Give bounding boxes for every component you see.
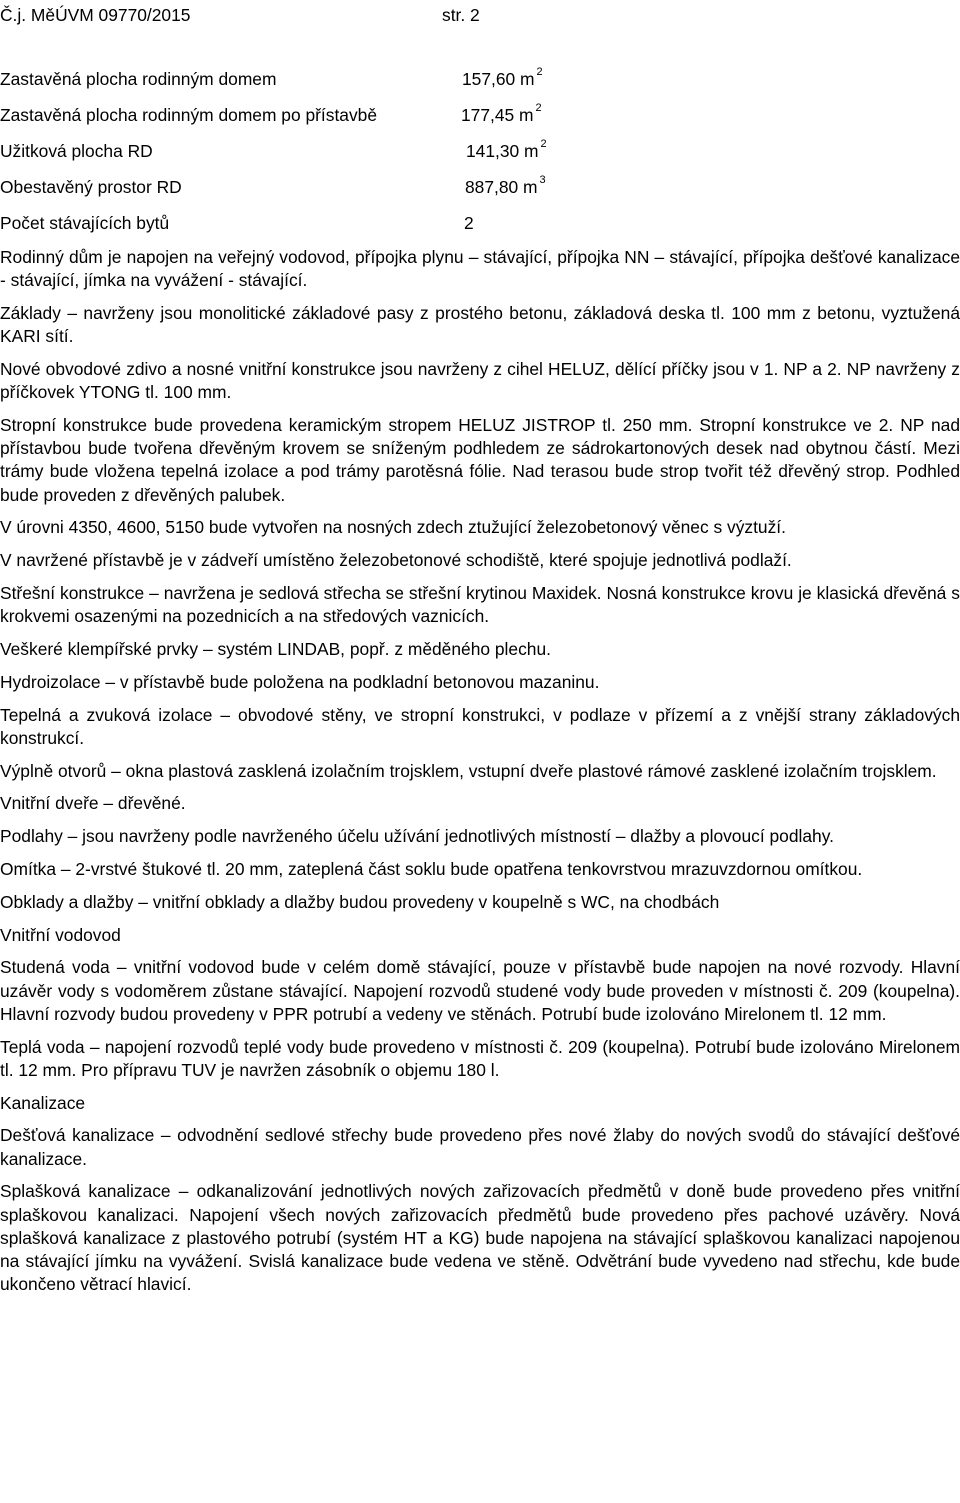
paragraph-ring-beam: V úrovni 4350, 4600, 5150 bude vytvořen na nosných zdech ztužující železobetonový věnec s výztuží.: [0, 517, 786, 538]
paragraph-storm-sewer: Dešťová kanalizace – odvodnění sedlové střechy bude provedeno přes nové žlaby do nových svodů do stávající dešťové kanalizace.: [0, 1125, 960, 1169]
page-number: str. 2: [442, 5, 480, 25]
stat-row: [0, 66, 620, 102]
stat-value: 887,80 m $^3$: [465, 174, 546, 197]
paragraph-utilities: Rodinný dům je napojen na veřejný vodovod, přípojka plynu – stávající, přípojka NN – stávající, přípojka dešťové kanalizace - stávající, jímka na vyvážení - stávající.: [0, 247, 960, 291]
paragraph-ceiling: Stropní konstrukce bude provedena keramickým stropem HELUZ JISTROP tl. 250 mm. Stropní konstrukce ve 2. NP nad přístavbou bude tvořena dřevěným krovem se sníženým podhledem ze sádrokartonových desek nad obytnou částí. Mezi trámy bude vložena tepelná izolace a pod trámy parotěsná fólie. Nad terasou bude strop tvořit též dřevěný strop. Podhled bude proveden z dřevěných palubek.: [0, 415, 960, 505]
paragraph-foundations: Základy – navrženy jsou monolitické základové pasy z prostého betonu, základová deska tl. 100 mm z betonu, vyztužená KARI sítí.: [0, 303, 960, 347]
paragraph-tiling: Obklady a dlažby – vnitřní obklady a dlažby budou provedeny v koupelně s WC, na chodbách: [0, 891, 720, 912]
paragraph-waterproofing: Hydroizolace – v přístavbě bude položena na podkladní betonovou mazaninu.: [0, 671, 600, 692]
document-body: [0, 246, 960, 1306]
page-header: [0, 2, 960, 28]
stat-value: 157,60 m $^2$: [462, 66, 543, 89]
stat-value: 141,30 m $^2$: [466, 138, 547, 161]
stat-value: 2: [464, 213, 474, 233]
stat-label: Zastavěná plocha rodinným domem: [0, 69, 277, 89]
paragraph-hot-water: Teplá voda – napojení rozvodů teplé vody bude provedeno v místnosti č. 209 (koupelna). Potrubí bude izolováno Mirelonem tl. 12 mm. Pro přípravu TUV je navržen zásobník o objemu 180 l.: [0, 1036, 960, 1080]
reference-number: Č.j. MěÚVM 09770/2015: [0, 5, 191, 25]
paragraph-walls: Nové obvodové zdivo a nosné vnitřní konstrukce jsou navrženy z cihel HELUZ, dělící příčky jsou v 1. NP a 2. NP navrženy z příčkovek YTONG tl. 100 mm.: [0, 359, 960, 403]
paragraph-waste-sewer: Splašková kanalizace – odkanalizování jednotlivých nových zařizovacích předmětů v doně bude provedeno přes vnitřní splaškovou kanalizaci. Napojení všech nových zařizovacích předmětů bude provedeno přes pachové uzávěry. Nová splašková kanalizace z plastového potrubí (systém HT a KG) bude napojena na stávající splaškovou kanalizaci napojenou na stávající jímku na vyvážení. Svislá kanalizace bude vedena ve stěně. Odvětrání bude vyvedeno nad střechu, kde bude ukončeno větrací hlavicí.: [0, 1181, 960, 1295]
stat-value: 177,45 m $^2$: [461, 102, 542, 125]
stat-row: [0, 102, 620, 138]
paragraph-floors: Podlahy – jsou navrženy podle navrženého účelu užívání jednotlivých místností – dlažby a plovoucí podlahy.: [0, 826, 834, 847]
paragraph-inner-doors: Vnitřní dveře – dřevěné.: [0, 793, 186, 814]
stat-row: [0, 210, 620, 246]
heading-water-supply: Vnitřní vodovod: [0, 924, 121, 945]
stat-label: Počet stávajících bytů: [0, 213, 170, 233]
heading-sewerage: Kanalizace: [0, 1092, 86, 1113]
paragraph-staircase: V navržené přístavbě je v zádveří umístěno železobetonové schodiště, které spojuje jednotlivá podlaží.: [0, 550, 792, 571]
area-summary: [0, 66, 620, 246]
stat-label: Zastavěná plocha rodinným domem po přístavbě: [0, 105, 377, 125]
stat-row: [0, 138, 620, 174]
stat-label: Užitková plocha RD: [0, 141, 153, 161]
paragraph-roof: Střešní konstrukce – navržena je sedlová střecha se střešní krytinou Maxidek. Nosná konstrukce krovu je klasická dřevěná s krokvemi osazenými na pozednicích a na středových vaznicích.: [0, 583, 960, 627]
paragraph-plaster: Omítka – 2-vrstvé štukové tl. 20 mm, zateplená část soklu bude opatřena tenkovrstvou mrazuvzdornou omítkou.: [0, 858, 863, 879]
stat-row: [0, 174, 620, 210]
paragraph-flashing: Veškeré klempířské prvky – systém LINDAB, popř. z měděného plechu.: [0, 639, 551, 659]
stat-label: Obestavěný prostor RD: [0, 177, 182, 197]
paragraph-openings: Výplně otvorů – okna plastová zasklená izolačním trojsklem, vstupní dveře plastové rámové zasklené izolačním trojsklem.: [0, 760, 937, 781]
paragraph-cold-water: Studená voda – vnitřní vodovod bude v celém domě stávající, pouze v přístavbě bude napojen na nové rozvody. Hlavní uzávěr vody s vodoměrem zůstane stávající. Napojení rozvodů studené vody bude proveden v místnosti č. 209 (koupelna). Hlavní rozvody budou provedeny v PPR potrubí a vedeny ve stěnách. Potrubí bude izolováno Mirelonem tl. 12 mm.: [0, 957, 960, 1024]
paragraph-insulation: Tepelná a zvuková izolace – obvodové stěny, ve stropní konstrukci, v podlaze v přízemí a z vnější strany základových konstrukcí.: [0, 704, 960, 748]
